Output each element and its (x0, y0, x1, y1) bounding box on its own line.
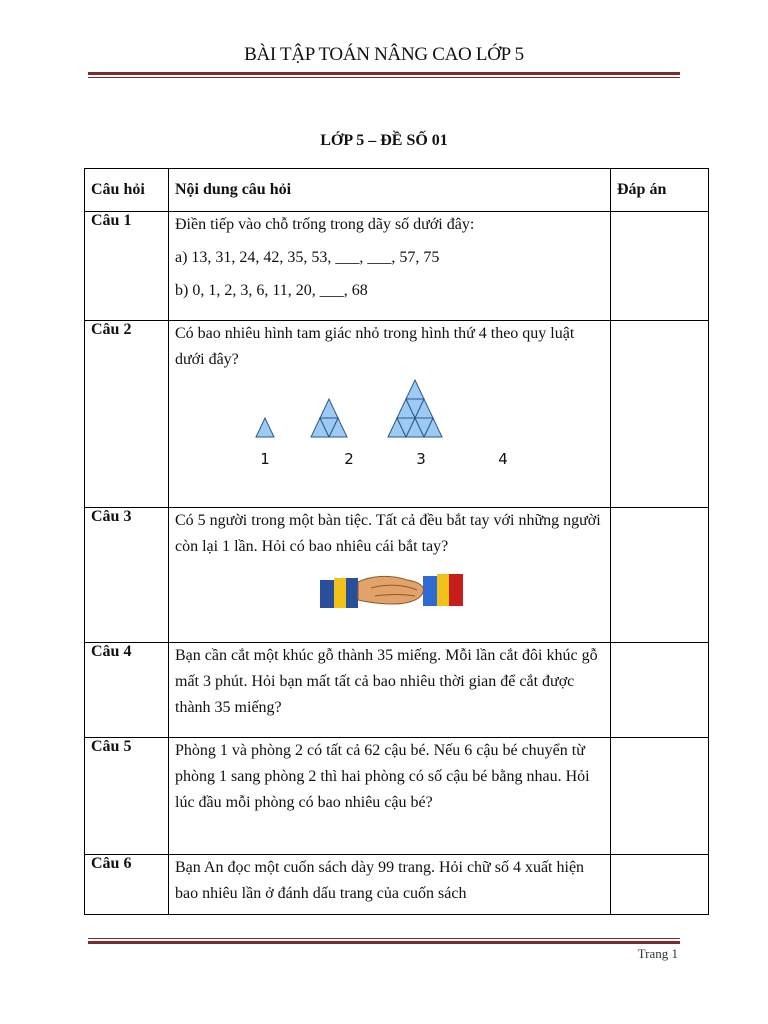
table-row (85, 321, 709, 508)
table-row (85, 508, 709, 643)
table-row (85, 643, 709, 738)
column-header-answer: Đáp án (611, 169, 709, 212)
question-label: Câu 2 (85, 321, 169, 508)
question-text: Bạn An đọc một cuốn sách dày 99 trang. Hỏi chữ số 4 xuất hiện bao nhiêu lần ở đánh dấu trang của cuốn sách (175, 859, 585, 902)
question-content (169, 643, 611, 738)
question-label: Câu 6 (85, 855, 169, 915)
triangle-figure-3 (388, 380, 442, 437)
question-label: Câu 5 (85, 738, 169, 855)
figure-label: 2 (344, 450, 354, 468)
question-text: Có bao nhiêu hình tam giác nhỏ trong hình thứ 4 theo quy luật dưới đây? (175, 325, 575, 368)
answer-cell[interactable] (611, 508, 709, 643)
table-row (85, 212, 709, 321)
question-line: a) 13, 31, 24, 42, 35, 53, ___, ___, 57, 75 (175, 249, 440, 266)
column-header-content: Nội dung câu hỏi (169, 169, 611, 212)
page-number: Trang 1 (637, 946, 678, 961)
triangle-figure-1 (256, 418, 274, 437)
answer-cell[interactable] (611, 321, 709, 508)
footer-rule (88, 938, 680, 944)
handshake-icon (175, 560, 605, 616)
question-content (169, 321, 611, 508)
figure-label: 4 (498, 450, 508, 468)
table-row (85, 738, 709, 855)
question-text: Phòng 1 và phòng 2 có tất cả 62 cậu bé. Nếu 6 cậu bé chuyển từ phòng 1 sang phòng 2 thì hai phòng có số cậu bé bằng nhau. Hỏi lúc đầu mỗi phòng có bao nhiêu cậu bé? (175, 742, 590, 811)
handshake-figure (175, 560, 604, 616)
triangle-pattern-figure (175, 373, 604, 491)
answer-cell[interactable] (611, 212, 709, 321)
header-rule (88, 72, 680, 78)
question-line: Điền tiếp vào chỗ trống trong dãy số dưới đây: (175, 216, 475, 233)
triangle-pattern-svg (175, 373, 605, 491)
question-content (169, 855, 611, 915)
page-header-title: BÀI TẬP TOÁN NÂNG CAO LỚP 5 (244, 44, 524, 65)
triangle-figure-2 (311, 399, 347, 437)
column-header-question: Câu hỏi (85, 169, 169, 212)
figure-label: 1 (260, 450, 270, 468)
question-label: Câu 3 (85, 508, 169, 643)
question-content (169, 212, 611, 321)
answer-cell[interactable] (611, 738, 709, 855)
question-label: Câu 1 (85, 212, 169, 321)
table-row (85, 855, 709, 915)
question-content (169, 738, 611, 855)
table-header-row (85, 169, 709, 212)
question-line: b) 0, 1, 2, 3, 6, 11, 20, ___, 68 (175, 282, 368, 299)
question-content (169, 508, 611, 643)
answer-cell[interactable] (611, 643, 709, 738)
figure-label: 3 (416, 450, 426, 468)
answer-cell[interactable] (611, 855, 709, 915)
question-table (84, 168, 709, 915)
question-text: Có 5 người trong một bàn tiệc. Tất cả đều bắt tay với những người còn lại 1 lần. Hỏi có bao nhiêu cái bắt tay? (175, 512, 601, 555)
question-text: Bạn cần cắt một khúc gỗ thành 35 miếng. Mỗi lần cắt đôi khúc gỗ mất 3 phút. Hỏi bạn mất tất cả bao nhiêu thời gian để cắt được thành 35 miếng? (175, 647, 598, 716)
question-label: Câu 4 (85, 643, 169, 738)
document-title: LỚP 5 – ĐỀ SỐ 01 (320, 132, 448, 149)
